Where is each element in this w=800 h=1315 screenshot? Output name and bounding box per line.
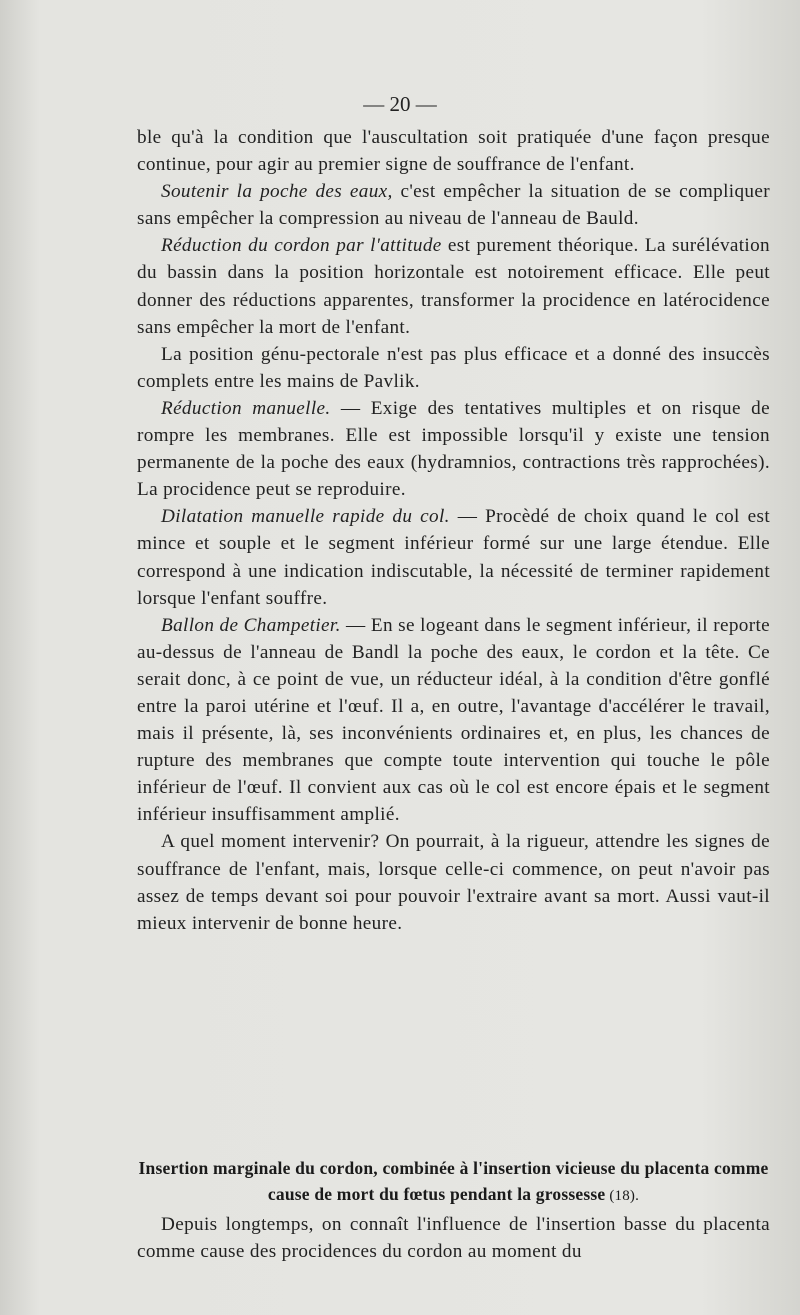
paragraph-1: ble qu'à la condition que l'auscultation soit pratiquée d'une façon presque continue, pour agir au premier signe de souffrance de l'enfant. <box>137 127 770 176</box>
paragraph-7-lead: Ballon de Champetier. <box>161 614 341 636</box>
paragraph-3-text: est purement théorique. La surélévation du bassin dans la position horizontale est notoirement efficace. Elle peut donner des réductions apparentes, transformer la procidence en latérocidence sans empêcher la mort de l'enfant. <box>137 235 770 338</box>
paragraph-2-text: c'est empêcher la situation de se compliquer sans empêcher la compression au niveau de l'anneau de Bauld. <box>137 181 770 230</box>
paragraph-3-lead: Réduction du cordon par l'attitude <box>161 235 442 257</box>
paragraph-5-text: — Exige des tentatives multiples et on risque de rompre les membranes. Elle est impossible lorsqu'il y existe une tension permanente de la poche des eaux (hydramnios, contractions très rapprochées). La procidence peut se reproduire. <box>137 397 770 501</box>
paragraph-4: La position génu-pectorale n'est pas plus efficace et a donné des insuccès complets entre les mains de Pavlik. <box>137 343 770 392</box>
section-heading <box>137 1155 770 1209</box>
paragraph-2-lead: Soutenir la poche des eaux, <box>161 181 393 203</box>
paragraph-5 <box>137 395 770 503</box>
paragraph-8: A quel moment intervenir? On pourrait, à la rigueur, attendre les signes de souffrance de l'enfant, mais, lorsque celle-ci commence, on peut n'avoir pas assez de temps devant soi pour pouvoir l'extraire avant sa mort. Aussi vaut-il mieux intervenir de bonne heure. <box>137 831 770 934</box>
paragraph-7-text: — En se logeant dans le segment inférieur, il reporte au-dessus de l'anneau de Bandl la poche des eaux, le cordon et la tête. Ce serait donc, à ce point de vue, un réducteur idéal, à la condition d'être gonflé entre la paroi utérine et l'œuf. Il a, en outre, l'avantage d'accélérer le travail, mais il présente, là, ses inconvénients ordinaires et, en plus, les chances de rupture des membranes que compte toute intervention qui touche le pôle inférieur de l'œuf. Il convient aux cas où le col est encore épais et le segment inférieur insuffisamment amplié. <box>137 614 770 826</box>
paragraph-5-lead: Réduction manuelle. <box>161 397 331 419</box>
paragraph-2 <box>137 178 770 232</box>
paragraph-6-lead: Dilatation manuelle rapide du col. <box>161 506 450 528</box>
paragraph-6-text: — Procèdé de choix quand le col est mince et souple et le segment inférieur formé sur une large étendue. Elle correspond à une indication indiscutable, la nécessité de terminer rapidement lorsque l'enfant souffre. <box>137 506 770 609</box>
paragraph-6 <box>137 503 770 611</box>
paragraph-9: Depuis longtemps, on connaît l'influence de l'insertion basse du placenta comme cause des procidences du cordon au moment du <box>137 1214 770 1262</box>
paragraph-3 <box>137 232 770 340</box>
page-number: — 20 — <box>363 92 437 116</box>
body-text <box>137 124 770 937</box>
section-heading-text: Insertion marginale du cordon, combinée à l'insertion vicieuse du placenta comme cause de mort du fœtus pendant la grossesse <box>138 1158 769 1204</box>
footnote-reference: (18). <box>609 1188 640 1204</box>
paragraph-7 <box>137 612 770 829</box>
